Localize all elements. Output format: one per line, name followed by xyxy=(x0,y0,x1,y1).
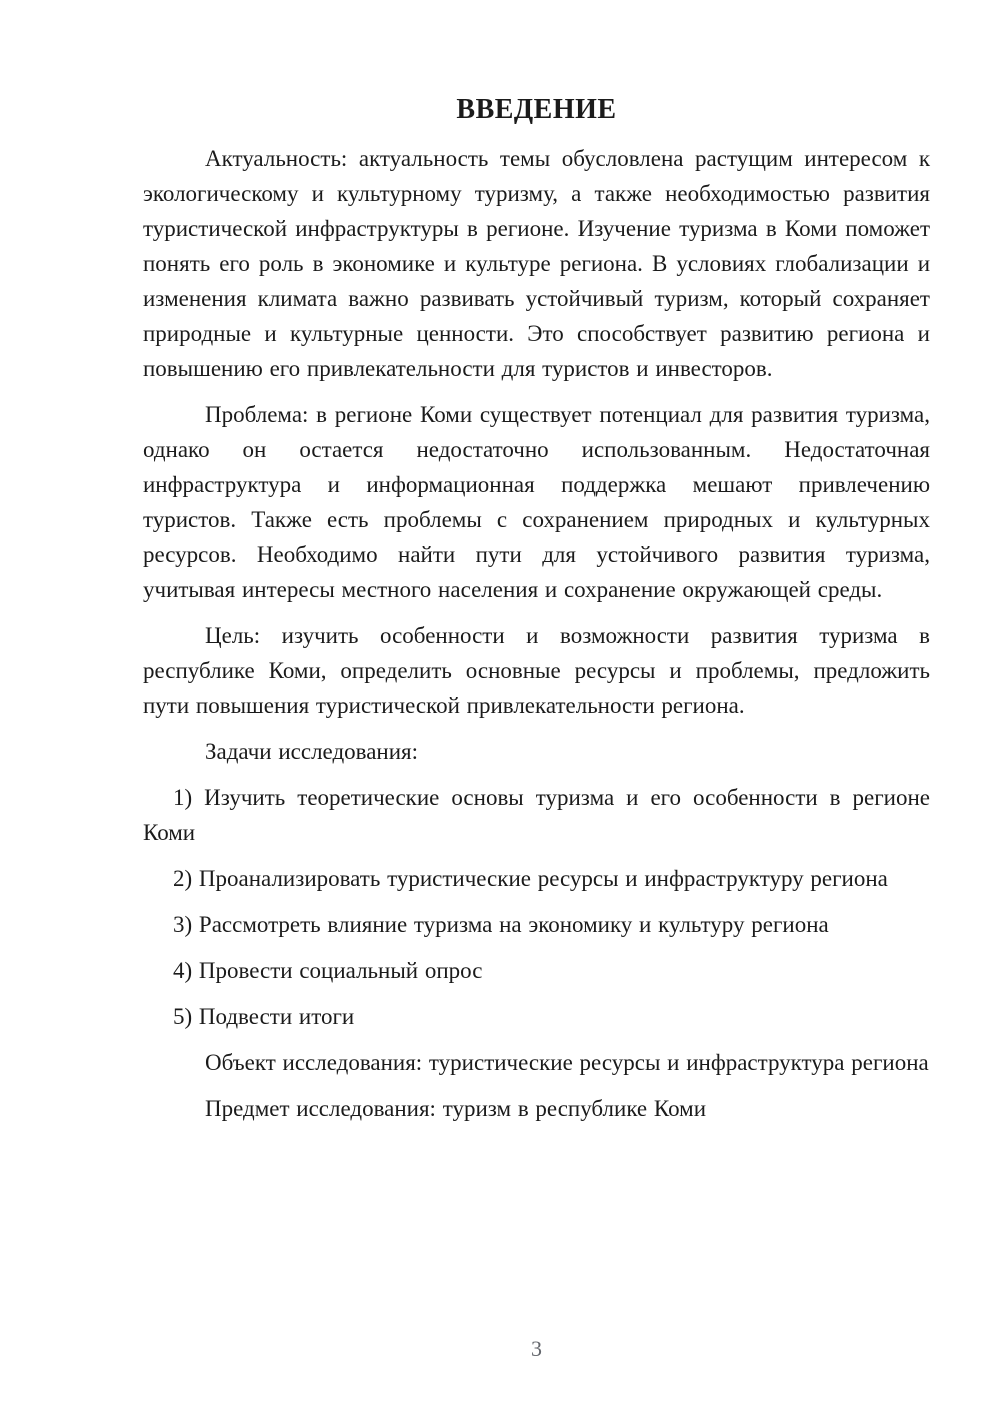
page-number: 3 xyxy=(531,1336,542,1361)
paragraph-problem: Проблема: в регионе Коми существует потенциал для развития туризма, однако он остается недостаточно использованным. Недостаточная инфраструктура и информационная поддержка мешают привлечению туристов. Также есть проблемы с сохранением природных и культурных ресурсов. Необходимо найти пути для устойчивого развития туризма, учитывая интересы местного населения и сохранение окружающей среды. xyxy=(143,402,930,602)
task-item-1: 1) Изучить теоретические основы туризма и его особенности в регионе Коми xyxy=(143,785,930,845)
task-item-2: 2) Проанализировать туристические ресурсы и инфраструктуру региона xyxy=(173,866,888,891)
task-item-3: 3) Рассмотреть влияние туризма на экономику и культуру региона xyxy=(173,912,829,937)
task-item-5: 5) Подвести итоги xyxy=(173,1004,355,1029)
task-item-4: 4) Провести социальный опрос xyxy=(173,958,483,983)
document-content xyxy=(143,92,930,1126)
paragraph-object: Объект исследования: туристические ресурсы и инфраструктура региона xyxy=(205,1050,929,1075)
paragraph-relevance: Актуальность: актуальность темы обусловлена растущим интересом к экологическому и культурному туризму, а также необходимостью развития туристической инфраструктуры в регионе. Изучение туризма в Коми поможет понять его роль в экономике и культуре региона. В условиях глобализации и изменения климата важно развивать устойчивый туризм, который сохраняет природные и культурные ценности. Это способствует развитию региона и повышению его привлекательности для туристов и инвесторов. xyxy=(143,146,930,381)
page-title: ВВЕДЕНИЕ xyxy=(456,94,617,125)
tasks-heading: Задачи исследования: xyxy=(205,739,419,764)
paragraph-subject: Предмет исследования: туризм в республике Коми xyxy=(205,1096,707,1121)
paragraph-goal: Цель: изучить особенности и возможности развития туризма в республике Коми, определить основные ресурсы и проблемы, предложить пути повышения туристической привлекательности региона. xyxy=(143,623,930,718)
